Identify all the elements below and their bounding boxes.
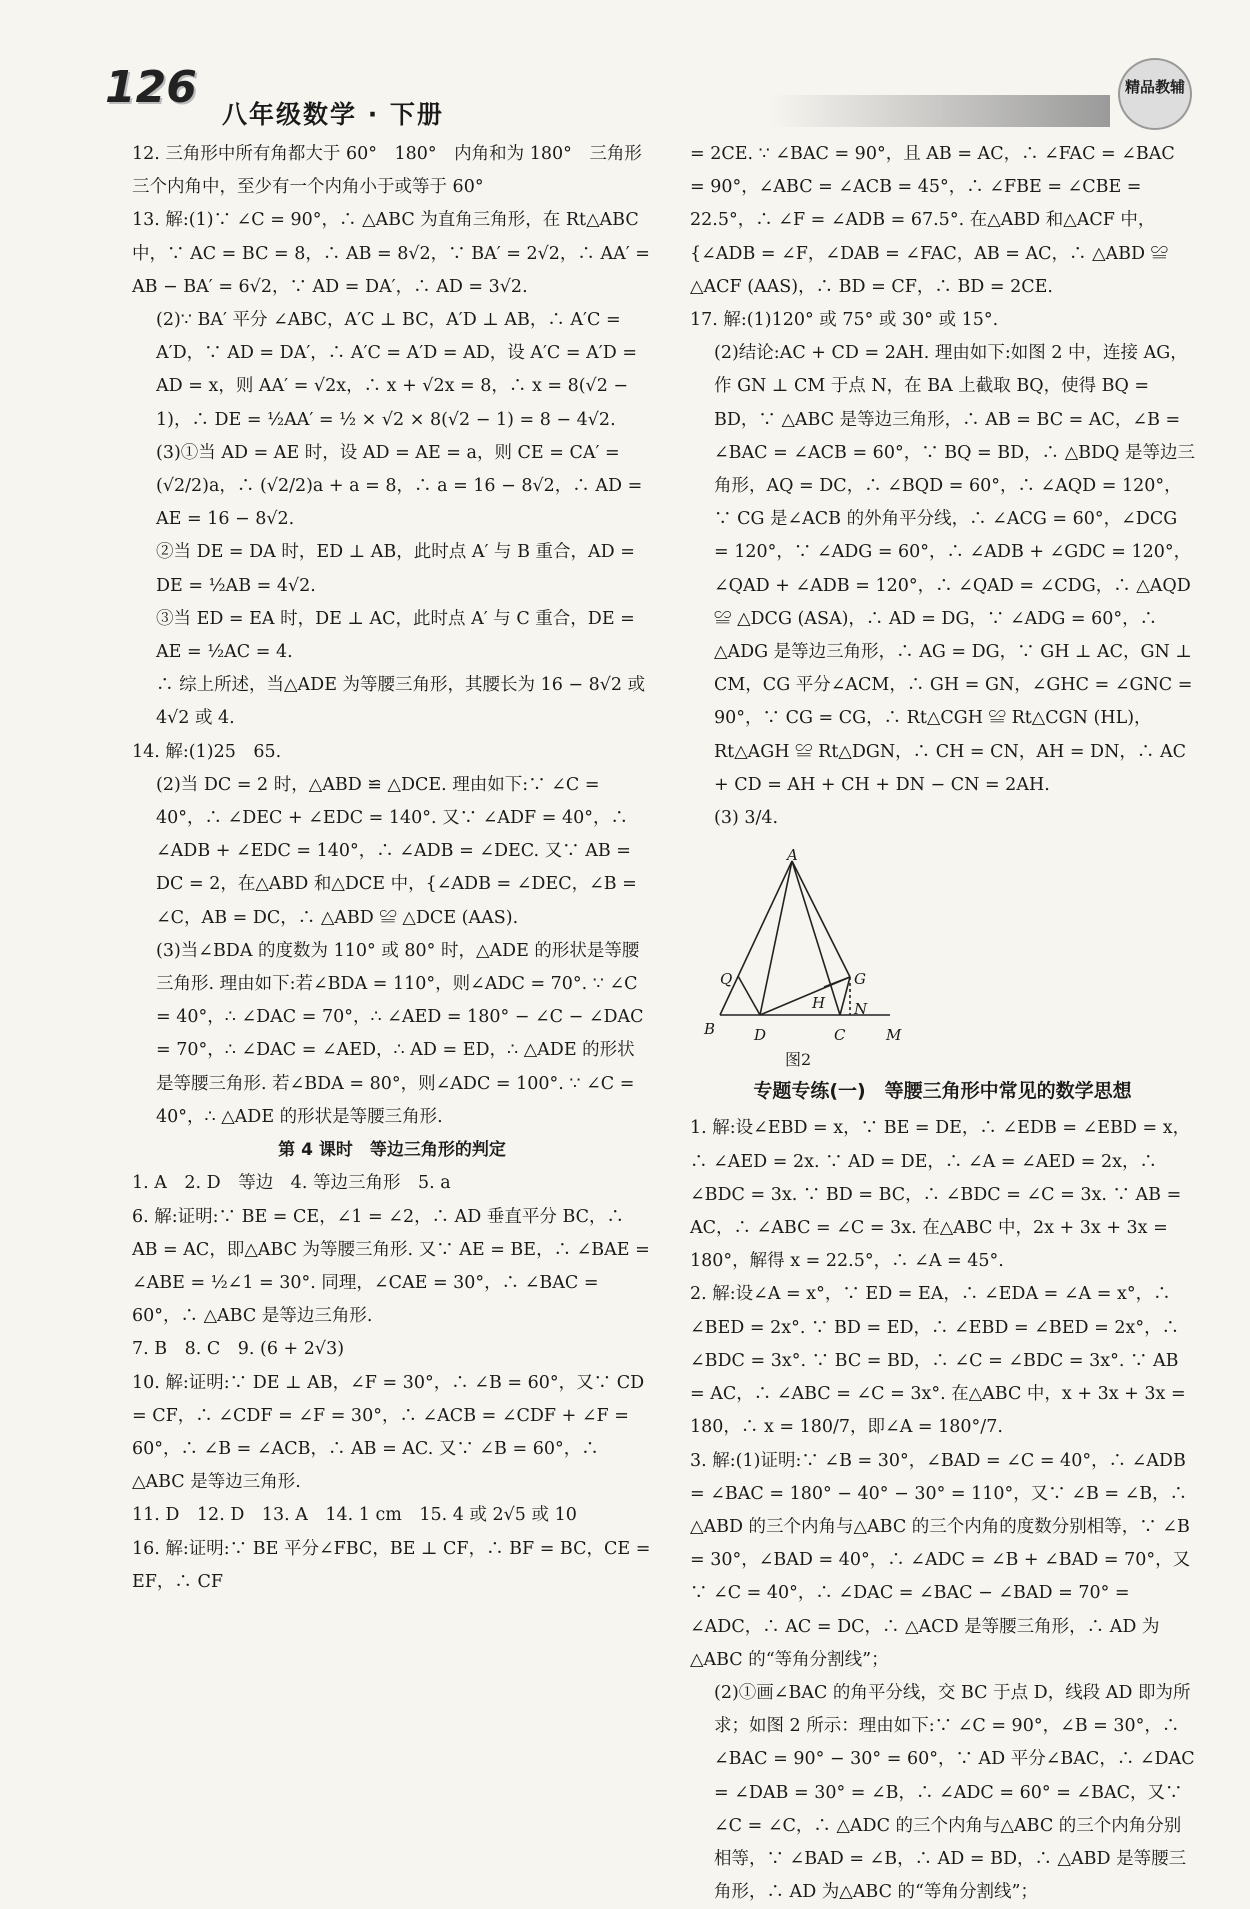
label-g: G <box>854 970 866 989</box>
geometry-figure <box>690 835 1195 1070</box>
topic-answer-3-part1: 3. 解:(1)证明:∵ ∠B = 30°，∠BAD = ∠C = 40°，∴ ∠ADB = ∠BAC = 180° − 40° − 30° = 110°，又∵ ∠B = ∠B，∴ △ABD 的三个内角与△ABC 的三个内角的度数分别相等，∵ ∠B = 30°，∠BAD = 40°，∴ ∠ADC = ∠B + ∠BAD = 70°，又∵ ∠C = 40°，∴ ∠DAC = ∠BAC − ∠BAD = 70° = ∠ADC，∴ AC = DC，∴ △ACD 是等腰三角形，∴ AD 为△ABC 的“等角分割线”； <box>690 1450 1196 1670</box>
section-title: 专题专练(一) 等腰三角形中常见的数学思想 <box>753 1080 1132 1103</box>
answer-13-part3-case1: (3)①当 AD = AE 时，设 AD = AE = a，则 CE = CA′ = (√2/2)a，∴ (√2/2)a + a = 8，∴ a = 16 − 8√2，∴ AD = AE = 16 − 8√2. <box>156 442 648 530</box>
answer-14-part3: (3)当∠BDA 的度数为 110° 或 80° 时，△ADE 的形状是等腰三角形. 理由如下:若∠BDA = 110°，则∠ADC = 70°. ∵ ∠C = 40°，∴ ∠DAC = 70°，∴ ∠AED = 180° − ∠C − ∠DAC = 70°，∴ ∠DAC = ∠AED，∴ AD = ED，∴ △ADE 的形状是等腰三角形. 若∠BDA = 80°，则∠ADC = 100°. ∵ ∠C = 40°，∴ △ADE 的形状是等腰三角形. <box>156 940 650 1127</box>
brand-badge: 精品教辅 <box>1118 58 1192 130</box>
answer-17-part2: (2)结论:AC + CD = 2AH. 理由如下:如图 2 中，连接 AG，作 GN ⊥ CM 于点 N，在 BA 上截取 BQ，使得 BQ = BD，∵ △ABC 是等边三角形，∴ AB = BC = AC，∠B = ∠BAC = ∠ACB = 60°，∵ BQ = BD，∴ △BDQ 是等边三角形，AQ = DC，∴ ∠BQD = 60°，∴ ∠AQD = 120°，∵ CG 是∠ACB 的外角平分线，∴ ∠ACG = 60°，∠DCG = 120°，∵ ∠ADG = 60°，∴ ∠ADB + ∠GDC = 120°，∠QAD + ∠ADB = 120°，∴ ∠QAD = ∠CDG，∴ △AQD ≌ △DCG (ASA)，∴ AD = DG，∵ ∠ADG = 60°，∴ △ADG 是等边三角形，∴ AG = DG，∵ GH ⊥ AC，GN ⊥ CM，CG 平分∠ACM，∴ GH = GN，∠GHC = ∠GNC = 90°，∵ CG = CG，∴ Rt△CGH ≌ Rt△CGN (HL)，Rt△AGH ≌ Rt△DGN，∴ CH = CN，AH = DN，∴ AC + CD = AH + CH + DN − CN = 2AH. <box>714 343 1198 795</box>
label-d: D <box>754 1026 767 1045</box>
label-a: A <box>787 846 798 865</box>
answer-17-part1: 17. 解:(1)120° 或 75° 或 30° 或 15°. <box>690 310 999 331</box>
answer-17-part3: (3) 3/4. <box>714 808 779 829</box>
line-qd <box>738 976 760 1015</box>
page-number: 126 <box>105 62 197 113</box>
answer-10: 10. 解:证明:∵ DE ⊥ AB，∠F = 30°，∴ ∠B = 60°，又∵ CD = CF，∴ ∠CDF = ∠F = 30°，∴ ∠ACB = ∠CDF + ∠F = 60°，∴ ∠B = ∠ACB，∴ AB = AC. 又∵ ∠B = 60°，∴ △ABC 是等边三角形. <box>132 1372 650 1493</box>
right-column <box>690 138 1201 1909</box>
header-band <box>770 95 1110 127</box>
page-header <box>0 0 1250 140</box>
topic-answer-1: 1. 解:设∠EBD = x，∵ BE = DE，∴ ∠EDB = ∠EBD = x，∴ ∠AED = 2x. ∵ AD = DE，∴ ∠A = ∠AED = 2x，∴ ∠BDC = 3x. ∵ BD = BC，∴ ∠BDC = ∠C = 3x. ∵ AB = AC，∴ ∠ABC = ∠C = 3x. 在△ABC 中，2x + 3x + 3x = 180°，解得 x = 22.5°，∴ ∠A = 45°. <box>690 1118 1191 1272</box>
book-title: 八年级数学 · 下册 <box>222 100 444 129</box>
answer-13-part2: (2)∵ BA′ 平分 ∠ABC，A′C ⊥ BC，A′D ⊥ AB，∴ A′C = A′D，∵ AD = DA′，∴ A′C = A′D = AD，设 A′C = A′D = AD = x，则 AA′ = √2x，∴ x + √2x = 8，∴ x = 8(√2 − 1)，∴ DE = ½AA′ = ½ × √2 × 8(√2 − 1) = 8 − 4√2. <box>156 310 643 430</box>
answer-16-cont: = 2CE. ∵ ∠BAC = 90°，且 AB = AC，∴ ∠FAC = ∠BAC = 90°，∠ABC = ∠ACB = 45°，∴ ∠FBE = ∠CBE = 22.5°，∴ ∠F = ∠ADB = 67.5°. 在△ABD 和△ACF 中，{∠ADB = ∠F，∠DAB = ∠FAC，AB = AC，∴ △ABD ≌ △ACF (AAS)，∴ BD = CF，∴ BD = 2CE. <box>690 144 1181 297</box>
label-n: N <box>854 1000 868 1019</box>
line-ag <box>792 861 850 977</box>
left-column <box>132 138 656 1599</box>
answers-7-9: 7. B 8. C 9. (6 + 2√3) <box>132 1339 345 1360</box>
answer-13-part1: 13. 解:(1)∵ ∠C = 90°，∴ △ABC 为直角三角形，在 Rt△ABC 中，∵ AC = BC = 8，∴ AB = 8√2，∵ BA′ = 2√2，∴ AA′ = AB − BA′ = 6√2，∵ AD = DA′，∴ AD = 3√2. <box>132 210 656 297</box>
answer-16-start: 16. 解:证明:∵ BE 平分∠FBC，BE ⊥ CF，∴ BF = BC，CE = EF，∴ CF <box>132 1538 656 1592</box>
answers-1-5: 1. A 2. D 等边 4. 等边三角形 5. a <box>132 1173 451 1194</box>
label-q: Q <box>720 970 733 989</box>
figure-caption: 图2 <box>785 1050 812 1070</box>
topic-answer-2: 2. 解:设∠A = x°，∵ ED = EA，∴ ∠EDA = ∠A = x°，∴ ∠BED = 2x°. ∵ BD = ED，∴ ∠EBD = ∠BED = 2x°，∴ ∠BDC = 3x°. ∵ BC = BD，∴ ∠C = ∠BDC = 3x°. ∵ AB = AC，∴ ∠ABC = ∠C = 3x°. 在△ABC 中，x + 3x + 3x = 180，∴ x = 180/7，即∠A = 180°/7. <box>690 1284 1192 1438</box>
answer-12: 12. 三角形中所有角都大于 60° 180° 内角和为 180° 三角形三个内角中，至少有一个内角小于或等于 60° <box>132 144 642 198</box>
label-c: C <box>834 1026 846 1045</box>
lesson-title: 第 4 课时 等边三角形的判定 <box>278 1140 506 1161</box>
line-cg <box>840 977 850 1015</box>
topic-answer-3-part2: (2)①画∠BAC 的角平分线，交 BC 于点 D，线段 AD 即为所求；如图 2 所示：理由如下:∵ ∠C = 90°，∠B = 30°，∴ ∠BAC = 90° − 30° = 60°，∵ AD 平分∠BAC，∴ ∠DAC = ∠DAB = 30° = ∠B，∴ ∠ADC = 60° = ∠BAC，又∵ ∠C = ∠C，∴ △ADC 的三个内角与△ABC 的三个内角分别相等，∵ ∠BAD = ∠B，∴ AD = BD，∴ △ABD 是等腰三角形，∴ AD 为△ABC 的“等角分割线”； <box>714 1682 1201 1903</box>
label-h: H <box>812 994 826 1013</box>
line-ad <box>760 861 792 1015</box>
answer-13-summary: ∴ 综上所述，当△ADE 为等腰三角形，其腰长为 16 − 8√2 或 4√2 或 4. <box>156 675 651 729</box>
answer-13-part3-case2: ②当 DE = DA 时，ED ⊥ AB，此时点 A′ 与 B 重合，AD = DE = ½AB = 4√2. <box>156 542 641 596</box>
answer-14-part2: (2)当 DC = 2 时，△ABD ≌ △DCE. 理由如下:∵ ∠C = 40°，∴ ∠DEC + ∠EDC = 140°. 又∵ ∠ADF = 40°，∴ ∠ADB + ∠EDC = 140°，∴ ∠ADB = ∠DEC. 又∵ AB = DC = 2，在△ABD 和△DCE 中，{∠ADB = ∠DEC，∠B = ∠C，AB = DC，∴ △ABD ≌ △DCE (AAS). <box>156 774 643 928</box>
answer-13-part3-case3: ③当 ED = EA 时，DE ⊥ AC，此时点 A′ 与 C 重合，DE = AE = ½AC = 4. <box>156 608 641 663</box>
answer-6: 6. 解:证明:∵ BE = CE，∠1 = ∠2，∴ AD 垂直平分 BC，∴ AB = AC，即△ABC 为等腰三角形. 又∵ AE = BE，∴ ∠BAE = ∠ABE = ½∠1 = 30°. 同理，∠CAE = 30°，∴ ∠BAC = 60°，∴ △ABC 是等边三角形. <box>132 1206 656 1327</box>
label-m: M <box>886 1026 902 1045</box>
label-b: B <box>704 1020 716 1039</box>
answer-14-part1: 14. 解:(1)25 65. <box>132 741 282 762</box>
answers-11-15: 11. D 12. D 13. A 14. 1 cm 15. 4 或 2√5 或 10 <box>132 1505 577 1526</box>
